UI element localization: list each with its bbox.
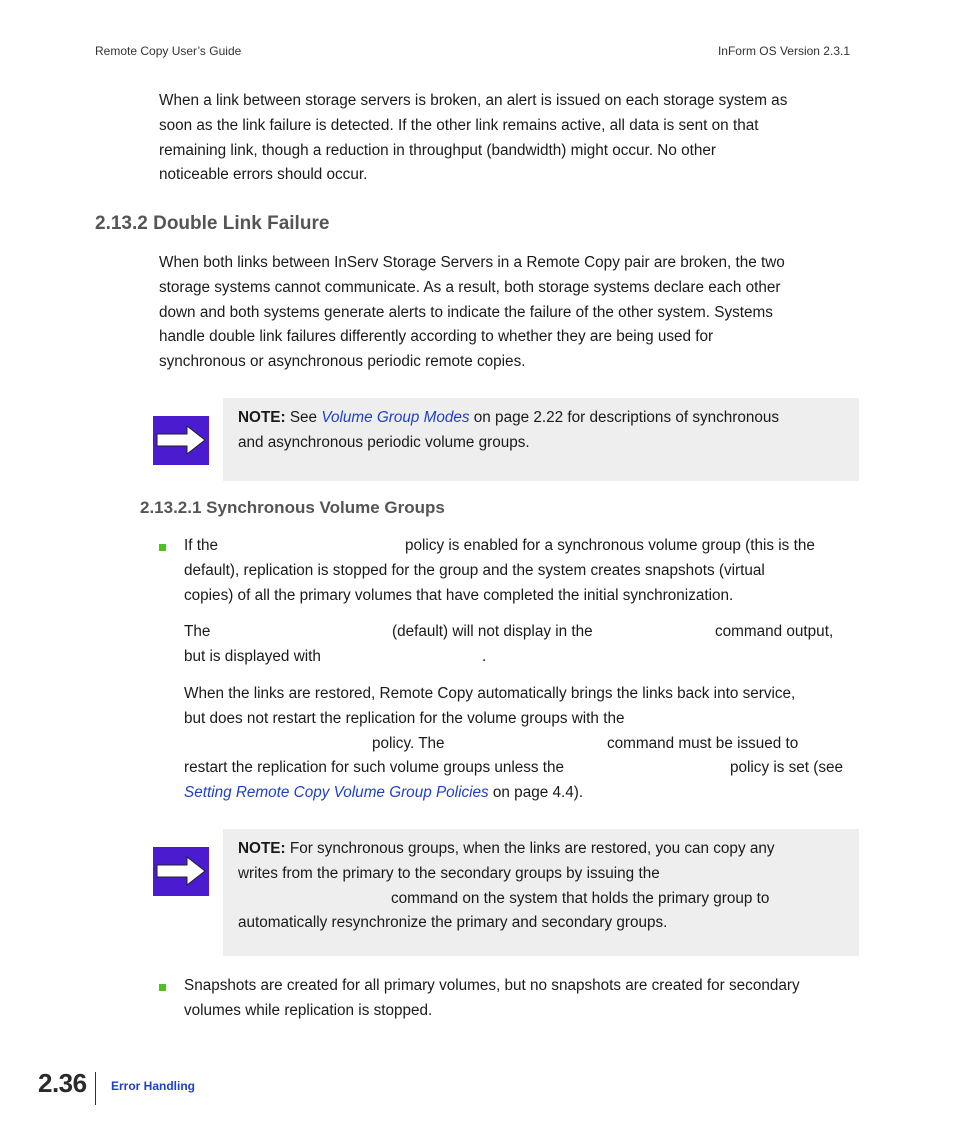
- section-line: handle double link failures differently according to whether they are being used for: [159, 328, 714, 346]
- note-text: NOTE: See Volume Group Modes on page 2.22 for descriptions of synchronous and asynchronous periodic volume groups.: [238, 409, 780, 451]
- section-line: synchronous or asynchronous periodic remote copies.: [159, 353, 526, 371]
- intro-line: When a link between storage servers is broken, an alert is issued on each storage system as: [159, 92, 788, 109]
- section-line: storage systems cannot communicate. As a result, both storage systems declare each other: [159, 278, 781, 296]
- running-header-version: InForm OS Version 2.3.1: [717, 44, 850, 58]
- bullet-marker: [159, 984, 166, 991]
- section-line: down and both systems generate alerts to indicate the failure of the other system. Systems: [159, 303, 773, 321]
- intro-line: noticeable errors should occur.: [159, 166, 368, 184]
- intro-line: remaining link, though a reduction in throughput (bandwidth) might occur. No other: [159, 141, 716, 159]
- intro-paragraph: [159, 89, 787, 188]
- note-label: NOTE:: [238, 840, 286, 857]
- footer-section-link[interactable]: Error Handling: [111, 1079, 196, 1093]
- note-text: NOTE: For synchronous groups, when the links are restored, you can copy any writes from the primary to the secondary groups by issuing the command on the system that holds the primary group to automatically resynchronize the primary and secondary groups.: [238, 840, 775, 932]
- right-arrow-icon: [153, 416, 209, 465]
- bullet-paragraph: If the policy is enabled for a synchronous volume group (this is the default), replication is stopped for the group and the system creates snapshots (virtual copies) of all the primary volumes that have completed the initial synchronization.: [184, 537, 815, 604]
- links-restored-paragraph: When the links are restored, Remote Copy automatically brings the links back into service, but does not restart the replication for the volume groups with the policy. The command must be issued to restart the replication for such volume groups unless the policy is set (see Setting Remote Copy Volume Group Policies on page 4.4).: [184, 685, 844, 802]
- right-arrow-icon: [153, 847, 209, 896]
- note-label: NOTE:: [238, 409, 286, 426]
- bullet-marker: [159, 544, 166, 551]
- intro-line: soon as the link failure is detected. If the other link remains active, all data is sent on that: [159, 116, 759, 134]
- default-display-paragraph: The (default) will not display in the command output, but is displayed with .: [184, 623, 834, 665]
- setting-policies-link[interactable]: Setting Remote Copy Volume Group Policies: [184, 784, 489, 802]
- note-box: [223, 829, 859, 956]
- footer-divider: [95, 1072, 96, 1105]
- note-box: [223, 398, 859, 481]
- page-number: 2.36: [38, 1068, 87, 1098]
- section-paragraph: [159, 251, 785, 375]
- section-heading: 2.13.2 Double Link Failure: [95, 213, 330, 234]
- volume-group-modes-link[interactable]: Volume Group Modes: [321, 409, 470, 426]
- running-header-title: Remote Copy User’s Guide: [95, 44, 242, 58]
- subsection-heading: 2.13.2.1 Synchronous Volume Groups: [140, 498, 445, 517]
- bullet-paragraph: Snapshots are created for all primary volumes, but no snapshots are created for secondary volumes while replication is stopped.: [184, 977, 800, 1019]
- section-line: When both links between InServ Storage Servers in a Remote Copy pair are broken, the two: [159, 254, 785, 271]
